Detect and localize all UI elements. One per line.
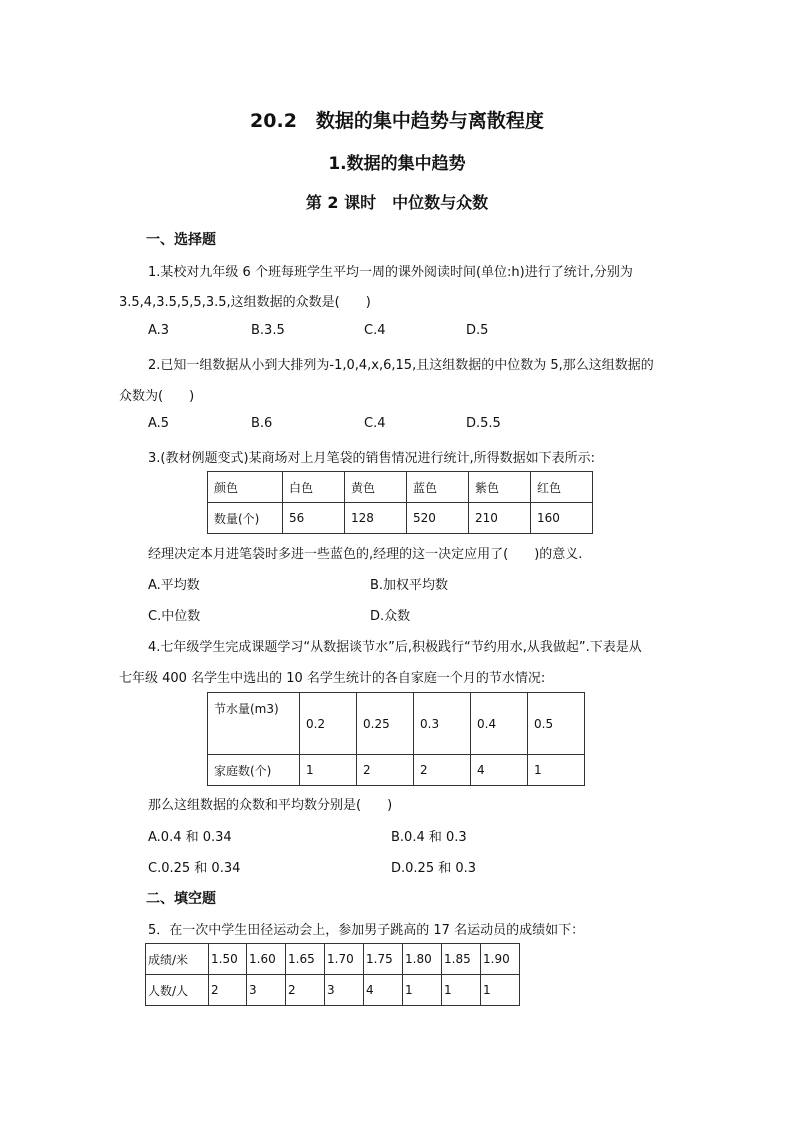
table-cell: 0.2 — [300, 693, 357, 755]
sales-table — [207, 471, 593, 534]
table-cell: 3 — [247, 975, 286, 1006]
lesson-title: 第 2 课时 中位数与众数 — [305, 193, 489, 212]
q3-stem: 3.(教材例题变式)某商场对上月笔袋的销售情况进行统计,所得数据如下表所示: — [148, 451, 596, 466]
q3-option-c: C.中位数 — [148, 609, 201, 624]
table-cell: 1.60 — [247, 944, 286, 975]
document-title: 20.2 数据的集中趋势与离散程度 — [250, 110, 544, 132]
table-cell: 2 — [357, 755, 414, 786]
table-cell: 1 — [300, 755, 357, 786]
table-cell: 家庭数(个) — [208, 755, 300, 786]
high-jump-table — [145, 943, 520, 1006]
table-cell: 56 — [283, 503, 345, 534]
table-cell: 蓝色 — [407, 472, 469, 503]
table-cell: 520 — [407, 503, 469, 534]
table-cell: 4 — [364, 975, 403, 1006]
water-table-header-row — [208, 693, 585, 755]
q2-option-c: C.4 — [364, 416, 386, 431]
q1-stem-line2: 3.5,4,3.5,5,5,3.5,这组数据的众数是( ) — [119, 295, 371, 310]
q4-stem-line2: 七年级 400 名学生中选出的 10 名学生统计的各自家庭一个月的节水情况: — [119, 671, 546, 686]
table-cell: 3 — [325, 975, 364, 1006]
q4-follow-up: 那么这组数据的众数和平均数分别是( ) — [148, 798, 393, 813]
table-cell: 黄色 — [345, 472, 407, 503]
q2-option-b: B.6 — [251, 416, 273, 431]
sales-table-data-row — [208, 503, 593, 534]
table-cell: 白色 — [283, 472, 345, 503]
table-cell: 1 — [403, 975, 442, 1006]
table-cell: 1 — [528, 755, 585, 786]
q4-option-d: D.0.25 和 0.3 — [391, 861, 477, 876]
table-cell: 人数/人 — [146, 975, 209, 1006]
table-cell: 1 — [481, 975, 520, 1006]
table-cell: 2 — [209, 975, 247, 1006]
table-cell: 1.50 — [209, 944, 247, 975]
table-cell: 节水量(m3) — [208, 693, 300, 755]
table-cell: 成绩/米 — [146, 944, 209, 975]
table-cell: 1.70 — [325, 944, 364, 975]
sales-table-header-row — [208, 472, 593, 503]
q1-option-b: B.3.5 — [251, 323, 285, 338]
section-heading-choice: 一、选择题 — [146, 232, 216, 248]
q5-stem: 5．在一次中学生田径运动会上，参加男子跳高的 17 名运动员的成绩如下： — [148, 923, 585, 938]
table-cell: 1.75 — [364, 944, 403, 975]
document-subtitle: 1.数据的集中趋势 — [328, 154, 466, 174]
q3-follow-up: 经理决定本月进笔袋时多进一些蓝色的,经理的这一决定应用了( )的意义. — [148, 547, 583, 562]
table-cell: 紫色 — [469, 472, 531, 503]
q1-option-c: C.4 — [364, 323, 386, 338]
q4-stem-line1: 4.七年级学生完成课题学习“从数据谈节水”后,积极践行“节约用水,从我做起”.下表是从 — [148, 640, 642, 655]
jump-table-data-row — [146, 975, 520, 1006]
table-cell: 0.5 — [528, 693, 585, 755]
table-cell: 数量(个) — [208, 503, 283, 534]
table-cell: 1 — [442, 975, 481, 1006]
q1-stem-line1: 1.某校对九年级 6 个班每班学生平均一周的课外阅读时间(单位:h)进行了统计,分别为 — [148, 265, 633, 280]
table-cell: 0.25 — [357, 693, 414, 755]
q4-option-a: A.0.4 和 0.34 — [148, 830, 232, 845]
table-cell: 0.4 — [471, 693, 528, 755]
water-table-data-row — [208, 755, 585, 786]
jump-table-header-row — [146, 944, 520, 975]
q3-option-a: A.平均数 — [148, 578, 200, 593]
q4-option-c: C.0.25 和 0.34 — [148, 861, 241, 876]
q4-option-b: B.0.4 和 0.3 — [391, 830, 467, 845]
table-cell: 2 — [286, 975, 325, 1006]
water-saving-table — [207, 692, 585, 786]
section-heading-fill-in: 二、填空题 — [146, 891, 216, 907]
q1-option-a: A.3 — [148, 323, 170, 338]
table-cell: 红色 — [531, 472, 593, 503]
table-cell: 4 — [471, 755, 528, 786]
table-cell: 1.85 — [442, 944, 481, 975]
table-cell: 160 — [531, 503, 593, 534]
table-cell: 1.80 — [403, 944, 442, 975]
q1-option-d: D.5 — [466, 323, 489, 338]
table-cell: 2 — [414, 755, 471, 786]
q2-option-a: A.5 — [148, 416, 170, 431]
q2-stem-line1: 2.已知一组数据从小到大排列为-1,0,4,x,6,15,且这组数据的中位数为 5,那么这组数据的 — [148, 358, 654, 373]
table-cell: 0.3 — [414, 693, 471, 755]
q2-option-d: D.5.5 — [466, 416, 501, 431]
table-cell: 210 — [469, 503, 531, 534]
table-cell: 128 — [345, 503, 407, 534]
table-cell: 1.90 — [481, 944, 520, 975]
q3-option-b: B.加权平均数 — [370, 578, 449, 593]
q2-stem-line2: 众数为( ) — [119, 389, 195, 404]
table-cell: 颜色 — [208, 472, 283, 503]
q3-option-d: D.众数 — [370, 609, 411, 624]
table-cell: 1.65 — [286, 944, 325, 975]
